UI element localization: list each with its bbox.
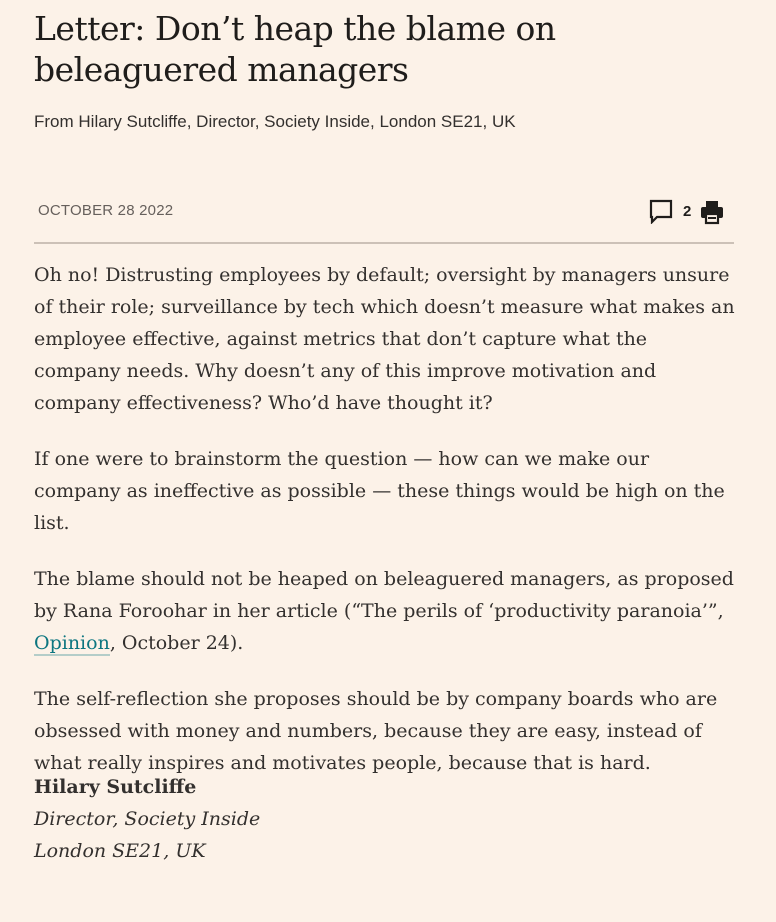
paragraph-4: The self-reflection she proposes should be by company boards who are obsessed with money and numbers, because they are easy, instead of what really inspires and motivates people, because that is hard. [34, 688, 718, 774]
paragraph-3-text-before: The blame should not be heaped on beleaguered managers, as proposed by Rana Foroohar in her article (“The perils of ‘productivity paranoia’”, [34, 568, 734, 622]
paragraph-3 [34, 563, 739, 659]
article-standfirst: From Hilary Sutcliffe, Director, Society Inside, London SE21, UK [34, 112, 516, 131]
opinion-link[interactable]: Opinion [34, 632, 110, 654]
paragraph-2: If one were to brainstorm the question — how can we make our company as ineffective as possible — these things would be high on the list. [34, 448, 725, 534]
print-button[interactable] [699, 199, 725, 225]
comment-count: 2 [683, 202, 692, 220]
comments-button[interactable] [648, 198, 691, 224]
letter-signature [34, 771, 260, 867]
signature-place: London SE21, UK [34, 840, 206, 862]
printer-icon [699, 199, 725, 225]
article-title: Letter: Don’t heap the blame on beleaguered managers [34, 9, 556, 89]
signature-name: Hilary Sutcliffe [34, 776, 197, 798]
article-body [34, 259, 739, 803]
paragraph-3-text-after: , October 24). [109, 632, 244, 654]
speech-bubble-icon [648, 198, 674, 224]
article-meta-bar [34, 192, 734, 244]
paragraph-1: Oh no! Distrusting employees by default; oversight by managers unsure of their role; surveillance by tech which doesn’t measure what makes an employee effective, against metrics that don’t capture what the company needs. Why doesn’t any of this improve motivation and company effectiveness? Who’d have thought it? [34, 264, 735, 414]
signature-role: Director, Society Inside [34, 808, 261, 830]
publish-date: OCTOBER 28 2022 [38, 202, 174, 219]
